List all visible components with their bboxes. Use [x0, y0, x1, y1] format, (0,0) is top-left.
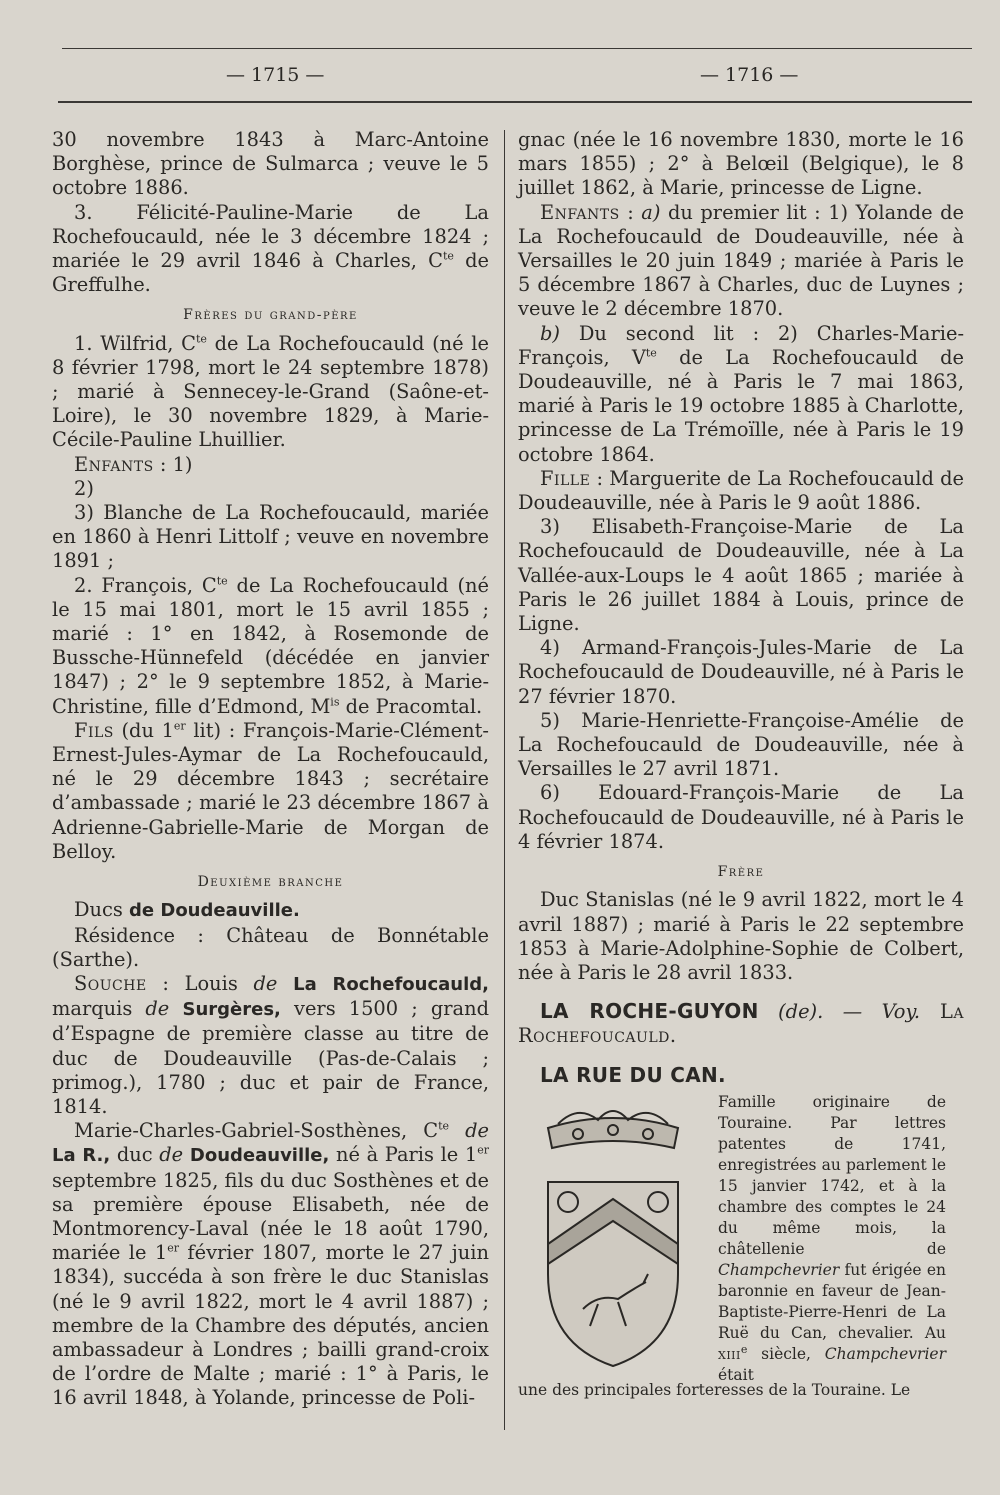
paragraph: 6) Edouard-François-Marie de La Rochefoucauld de Doudeauville, né à Paris le 4 février 1874.: [518, 781, 964, 853]
paragraph: 3) Blanche de La Rochefoucauld, mariée en 1860 à Henri Littolf ; veuve en novembre 1891 ;: [52, 501, 489, 573]
top-rule: [62, 48, 972, 49]
section-heading: Frères du grand-père: [183, 307, 358, 324]
page-number-left: — 1715 —: [226, 64, 325, 86]
section-heading: Frère: [717, 864, 765, 881]
column-divider: [504, 130, 505, 1430]
paragraph: Résidence : Château de Bonnétable (Sarthe).: [52, 923, 489, 971]
header-rule: [58, 101, 972, 103]
paragraph: Souche : Louis de La Rochefoucauld, marquis de Surgères, vers 1500 ; grand d’Espagne de première classe au titre de duc de Doudeauville (Pas-de-Calais ; primog.), 1780 ; duc et pair de France, 1814.: [52, 971, 490, 1118]
paragraph: 2. François, $C^{te}$ de La Rochefoucauld (né le 15 mai 1801, mort le 15 avril 1855 ; marié : 1° en 1842, à Rosemonde de Bussche-Hünnefeld (décédée en janvier 1847) ; 2° le 9 septembre 1852, à Marie-Christine, fille d’Edmond, $M^{is}$ de Pracomtal.: [52, 573, 490, 718]
section-heading: Deuxième branche: [197, 874, 344, 891]
left-column: [52, 128, 489, 1411]
paragraph: Ducs de Doudeauville.: [74, 898, 300, 922]
paragraph: Enfants : 1): [74, 452, 193, 476]
paragraph: Duc Stanislas (né le 9 avril 1822, mort le 4 avril 1887) ; marié à Paris le 22 septembre 1853 à Marie-Adolphine-Sophie de Colbert, née à Paris le 28 avril 1833.: [518, 888, 964, 984]
paragraph: 3. Félicité-Pauline-Marie de La Rochefoucauld, née le 3 décembre 1824 ; mariée le 29 avril 1846 à Charles, $C^{te}$ de Greffulhe.: [52, 200, 489, 297]
paragraph: 5) Marie-Henriette-Françoise-Amélie de La Rochefoucauld de Doudeauville, née à Versailles le 27 avril 1871.: [518, 708, 964, 781]
paragraph: b) Du second lit : 2) Charles-Marie-François, $V^{te}$ de La Rochefoucauld de Doudeauville, né à Paris le 7 mai 1863, marié à Paris le 19 octobre 1885 à Charlotte, princesse de La Trémoïlle, née à Paris le 19 octobre 1864.: [518, 321, 965, 466]
arms-block: [518, 1092, 964, 1384]
paragraph: 4) Armand-François-Jules-Marie de La Rochefoucauld de Doudeauville, né à Paris le 27 février 1870.: [518, 636, 964, 708]
paragraph: 1. Wilfrid, $C^{te}$ de La Rochefoucauld (né le 8 février 1798, mort le 24 septembre 1878) ; marié à Sennecey-le-Grand (Saône-et-Loire), le 30 novembre 1829, à Marie-Cécile-Pauline Lhuillier.: [52, 331, 489, 452]
page-number-right: — 1716 —: [700, 64, 799, 86]
paragraph: Fils (du 1er lit) : François-Marie-Clément-Ernest-Jules-Aymar de La Rochefoucauld, né le 29 décembre 1843 ; secrétaire d’ambassade ; marié le 23 décembre 1867 à Adrienne-Gabrielle-Marie de Morgan de Belloy.: [52, 718, 489, 863]
arms-description: Famille originaire de Touraine. Par lettres patentes de 1741, enregistrées au parlement le 15 janvier 1742, et à la chambre des comptes le 24 du même mois, la châtellenie de Champchevrier fut érigée en baronnie en faveur de Jean-Baptiste-Pierre-Henri de La Ruë du Can, chevalier. Au xiii$^e$ siècle, Champchevrier était: [718, 1092, 946, 1384]
paragraph: 2): [74, 476, 94, 500]
paragraph: Fille : Marguerite de La Rochefoucauld de Doudeauville, née à Paris le 9 août 1886.: [518, 466, 964, 515]
paragraph: gnac (née le 16 novembre 1830, morte le 16 mars 1855) ; 2° à Belœil (Belgique), le 8 juillet 1862, à Marie, princesse de Ligne.: [518, 128, 964, 200]
paragraph: Enfants : a) du premier lit : 1) Yolande de La Rochefoucauld de Doudeauville, née à Versailles le 20 juin 1849 ; mariée à Paris le 5 décembre 1867 à Charles, duc de Luynes ; veuve le 2 décembre 1870.: [518, 200, 964, 321]
paragraph-last-line: une des principales forteresses de la Touraine. Le: [518, 1380, 911, 1399]
coat-of-arms-icon: [528, 1104, 698, 1374]
paragraph: Marie-Charles-Gabriel-Sosthènes, $C^{te}$ de La R., duc de Doudeauville, né à Paris le 1er septembre 1825, fils du duc Sosthènes et de sa première épouse Elisabeth, née de Montmorency-Laval (née le 18 août 1790, mariée le 1er février 1807, morte le 27 juin 1834), succéda à son frère le duc Stanislas (né le 9 avril 1822, mort le 4 avril 1887) ; membre de la Chambre des députés, ancien ambassadeur à Londres ; bailli grand-croix de l’ordre de Malte ; marié : 1° à Paris, le 16 avril 1848, à Yolande, princesse de Poli-: [52, 1119, 489, 1410]
paragraph: 3) Elisabeth-Françoise-Marie de La Rochefoucauld de Doudeauville, née à La Vallée-aux-Loups le 4 août 1865 ; mariée à Paris le 26 juillet 1884 à Louis, prince de Ligne.: [518, 515, 964, 636]
right-column: [518, 128, 964, 1401]
entry-la-roche-guyon: LA ROCHE-GUYON (de). — Voy. La Rochefoucauld.: [518, 999, 964, 1048]
entry-title: LA RUE DU CAN.: [540, 1062, 726, 1087]
paragraph: 30 novembre 1843 à Marc-Antoine Borghèse, prince de Sulmarca ; veuve le 5 octobre 1886.: [52, 128, 489, 200]
